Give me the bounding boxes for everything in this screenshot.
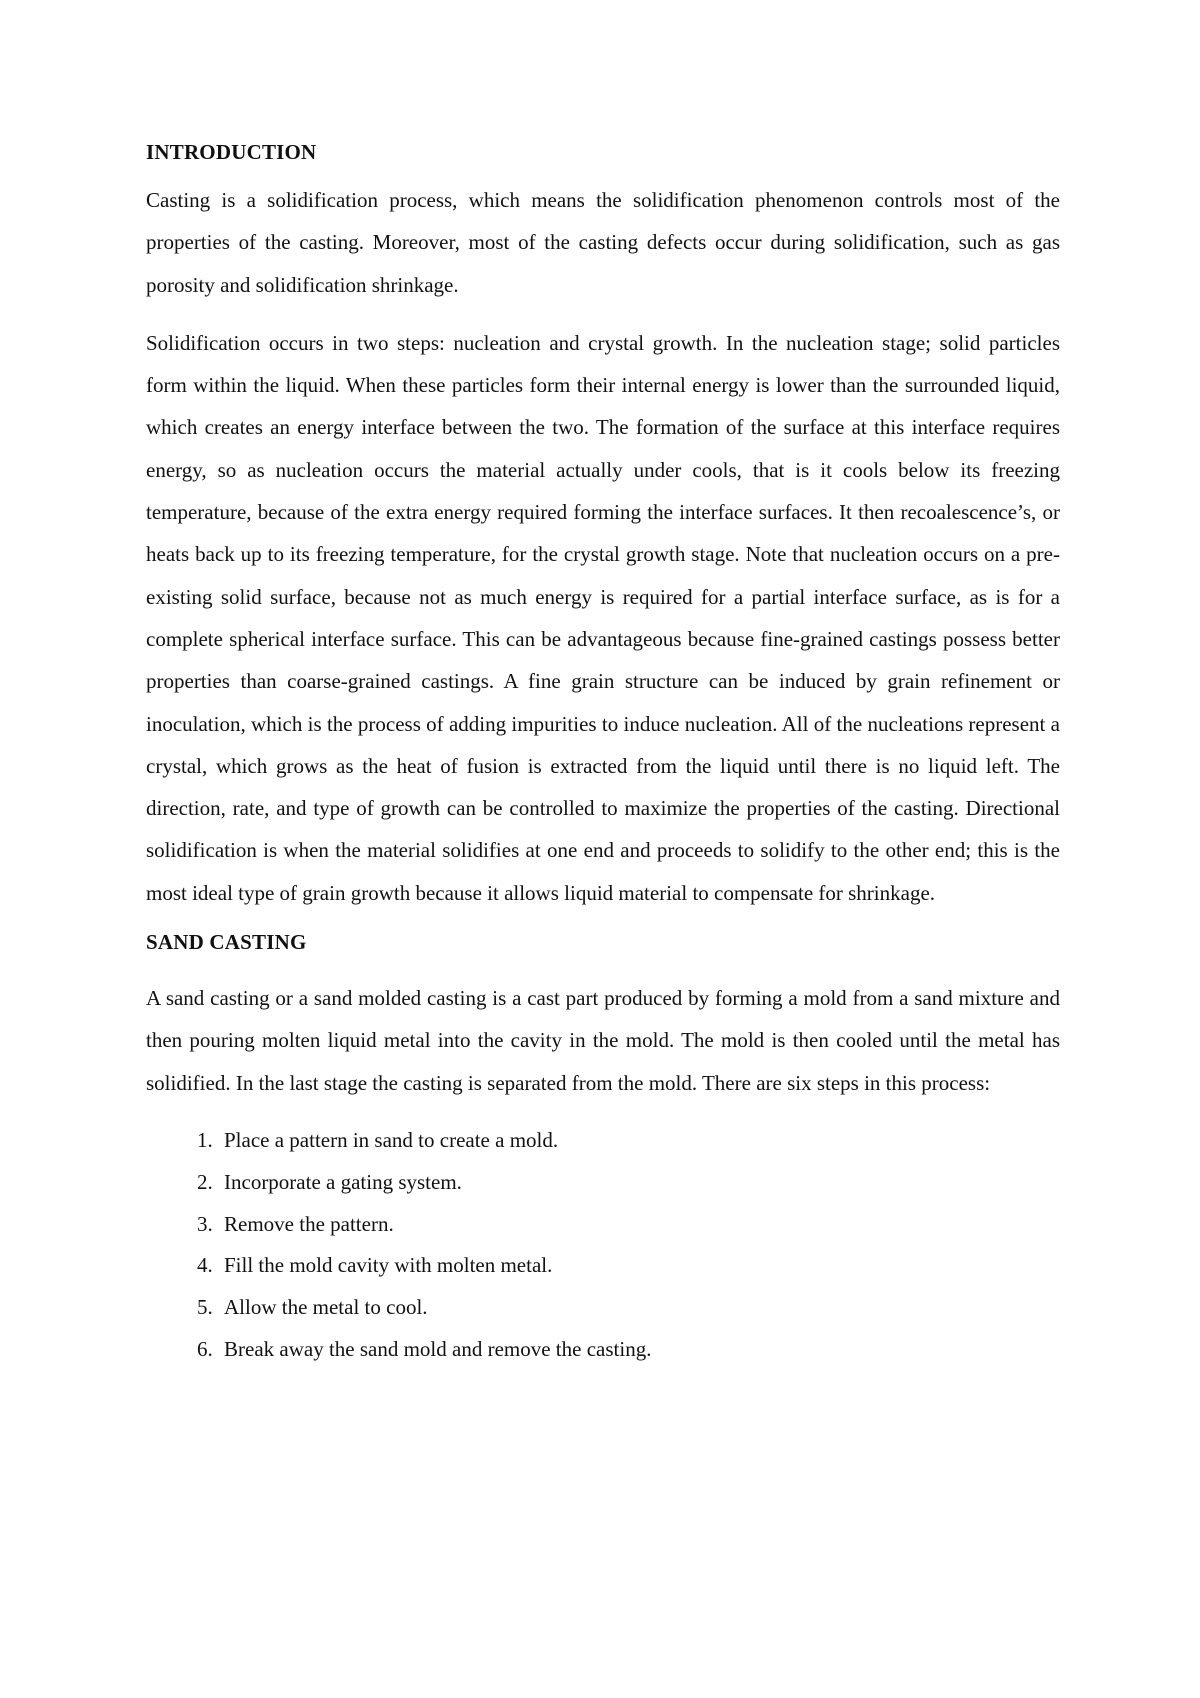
list-item: 1. Place a pattern in sand to create a mold. [218,1120,1060,1162]
list-item: 5. Allow the metal to cool. [218,1287,1060,1329]
list-item: 3. Remove the pattern. [218,1204,1060,1246]
introduction-heading: INTRODUCTION [146,140,317,164]
document-page [146,140,1060,1371]
sand-casting-heading: SAND CASTING [146,930,307,955]
intro-paragraph-1: Casting is a solidification process, which means the solidification phenomenon controls most of the properties of the casting. Moreover, most of the casting defects occur during solidification, such as gas porosity and solidification shrinkage. [146,188,1060,297]
list-item: 2. Incorporate a gating system. [218,1162,1060,1204]
sand-casting-paragraph: A sand casting or a sand molded casting is a cast part produced by forming a mold from a sand mixture and then pouring molten liquid metal into the cavity in the mold. The mold is then cooled until the metal has solidified. In the last stage the casting is separated from the mold. There are six steps in this process: [146,986,1060,1095]
list-item: 6. Break away the sand mold and remove the casting. [218,1329,1060,1371]
intro-paragraph-2: Solidification occurs in two steps: nucleation and crystal growth. In the nucleation stage; solid particles form within the liquid. When these particles form their internal energy is lower than the surrounded liquid, which creates an energy interface between the two. The formation of the surface at this interface requires energy, so as nucleation occurs the material actually under cools, that is it cools below its freezing temperature, because of the extra energy required forming the interface surfaces. It then recoalescence’s, or heats back up to its freezing temperature, for the crystal growth stage. Note that nucleation occurs on a pre-existing solid surface, because not as much energy is required for a partial interface surface, as is for a complete spherical interface surface. This can be advantageous because fine-grained castings possess better properties than coarse-grained castings. A fine grain structure can be induced by grain refinement or inoculation, which is the process of adding impurities to induce nucleation. All of the nucleations represent a crystal, which grows as the heat of fusion is extracted from the liquid until there is no liquid left. The direction, rate, and type of growth can be controlled to maximize the properties of the casting. Directional solidification is when the material solidifies at one end and proceeds to solidify to the other end; this is the most ideal type of grain growth because it allows liquid material to compensate for shrinkage. [146,330,1060,905]
sand-casting-steps-list [146,1120,1060,1371]
list-item: 4. Fill the mold cavity with molten metal. [218,1245,1060,1287]
